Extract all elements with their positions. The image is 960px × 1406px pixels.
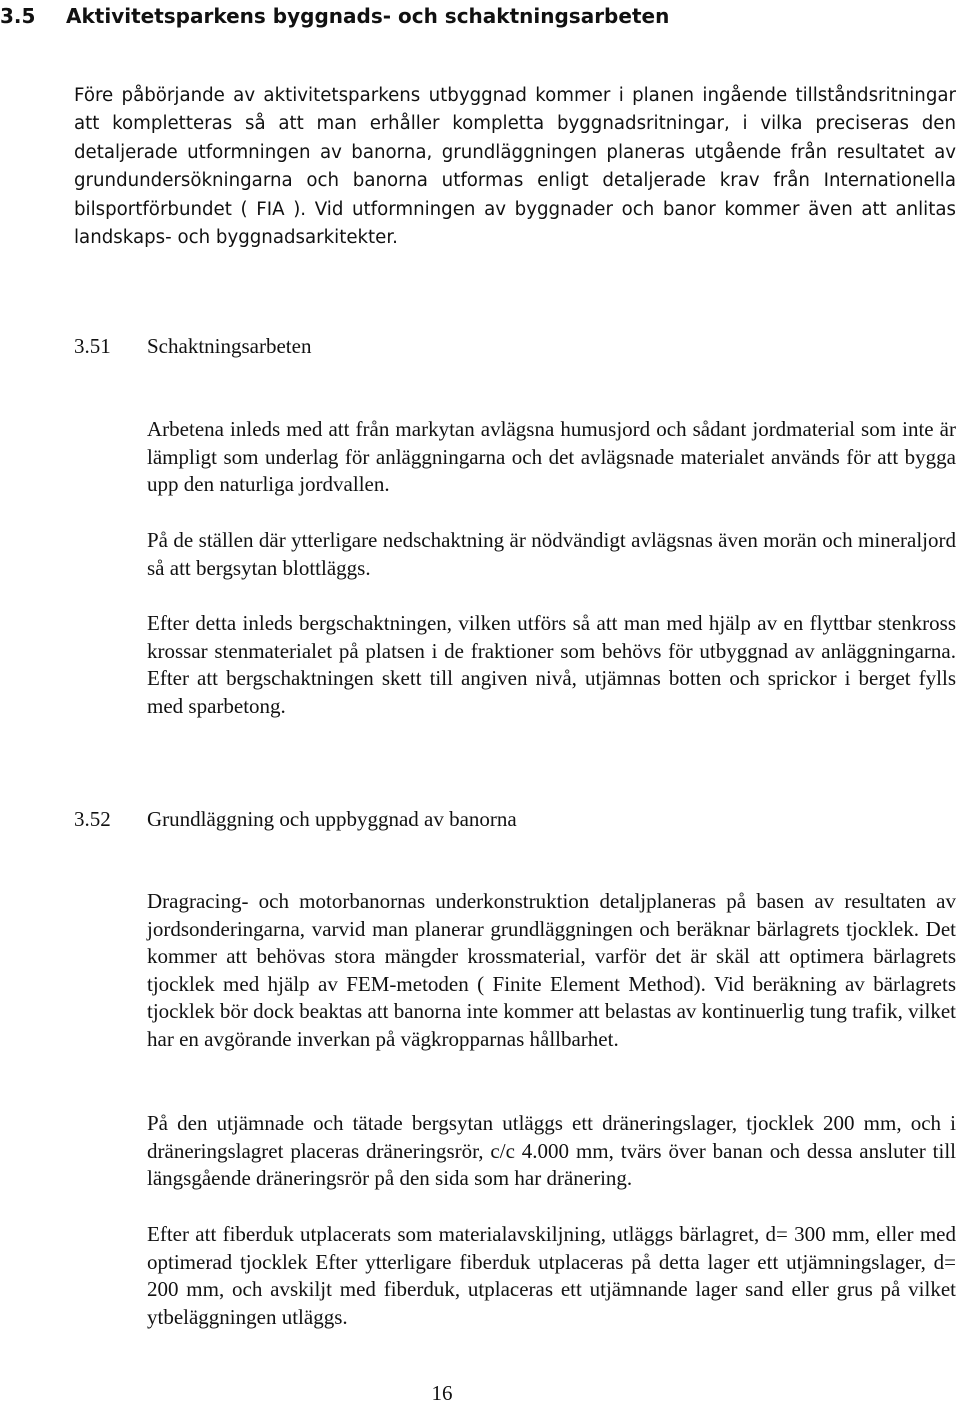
section-intro-paragraph: Före påbörjande av aktivitetsparkens utbyggnad kommer i planen ingående tillståndsritningar att kompletteras så att man erhåller kompletta byggnadsritningar, i vilka preciseras den detaljerade utformningen av banorna, grundläggningen planeras utgående från resultatet av grundundersökningarna och banorna utformas enligt detaljerade krav från Internationella bilsportförbundet ( FIA ). Vid utformningen av byggnader och banor kommer även att anlitas landskaps- och byggnadsarkitekter. [74, 85, 956, 249]
body-paragraph: På de ställen där ytterligare nedschaktning är nödvändigt avlägsnas även morän och mineraljord så att bergsytan blottläggs. [147, 528, 956, 580]
page-number: 16 [431, 1381, 453, 1405]
subsection-number: 3.51 [74, 334, 111, 358]
body-paragraph: Efter detta inleds bergschaktningen, vilken utförs så att man med hjälp av en flyttbar stenkross krossar stenmaterialet på platsen i de fraktioner som behövs för utbyggnad av anläggningarna. Efter att bergschaktningen skett till angiven nivå, utjämnas botten och sprickor i berget fylls med sparbetong. [147, 611, 956, 718]
section-number: 3.5 [0, 4, 36, 28]
body-paragraph: På den utjämnade och tätade bergsytan utläggs ett dräneringslager, tjocklek 200 mm, och i dräneringslagret placeras dräneringsrör, c/c 4.000 mm, tvärs över banan och dessa ansluter till längsgående dräneringsrör på den sida som har dränering. [147, 1111, 956, 1191]
subsection-number: 3.52 [74, 807, 111, 831]
body-paragraph: Arbetena inleds med att från markytan avlägsna humusjord och sådant jordmaterial som inte är lämpligt som underlag för anläggningarna och det avlägsnade materialet används för att bygga upp den naturliga jordvallen. [147, 417, 956, 497]
subsection-heading-351 [74, 332, 956, 362]
subsection-title: Schaktningsarbeten [147, 334, 312, 358]
subsection-heading-352 [74, 805, 956, 835]
section-title: Aktivitetsparkens byggnads- och schaktningsarbeten [66, 4, 670, 28]
section-heading [0, 2, 960, 32]
body-paragraph: Efter att fiberduk utplacerats som materialavskiljning, utläggs bärlagret, d= 300 mm, eller med optimerad tjocklek Efter ytterligare fiberduk utplaceras på detta lager ett utjämningslager, d= 200 mm, och avskiljt med fiberduk, utplaceras ett utjämnande lager sand eller grus på vilket ytbeläggningen utläggs. [147, 1222, 956, 1329]
body-paragraph: Dragracing- och motorbanornas underkonstruktion detaljplaneras på basen av resultaten av jordsonderingarna, varvid man planerar grundläggningen och beräknar bärlagrets tjocklek. Det kommer att behövas stora mängder krossmaterial, varför det är skäl att optimera bärlagrets tjocklek med hjälp av FEM-metoden ( Finite Element Method). Vid beräkning av bärlagrets tjocklek bör dock beaktas att banorna inte kommer att belastas av kontinuerlig tung trafik, vilket har en avgörande inverkan på vägkropparnas hållbarhet. [147, 889, 956, 1051]
subsection-title: Grundläggning och uppbyggnad av banorna [147, 807, 517, 831]
